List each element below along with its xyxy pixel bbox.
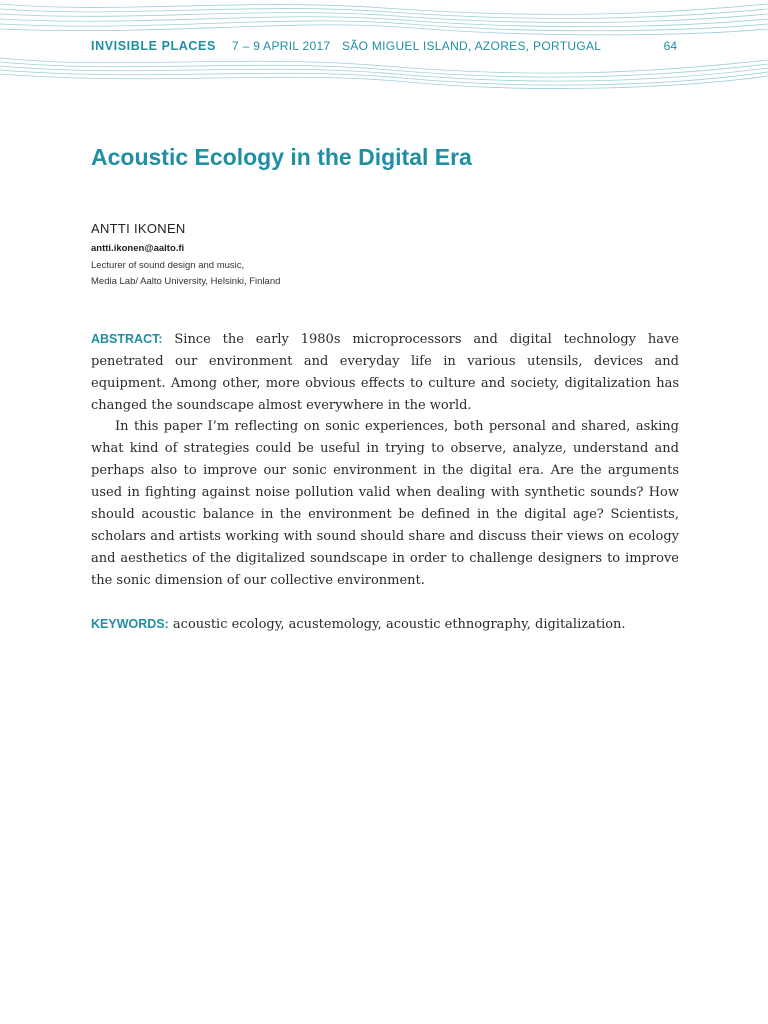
conference-brand: INVISIBLE PLACES xyxy=(91,39,216,53)
keywords-text: acoustic ecology, acustemology, acoustic ethnography, digitalization. xyxy=(172,617,626,632)
author-name: ANTTI IKONEN xyxy=(91,221,186,236)
paper-title: Acoustic Ecology in the Digital Era xyxy=(91,144,472,170)
author-affiliation-line1: Lecturer of sound design and music, xyxy=(91,260,245,271)
running-header xyxy=(91,39,677,55)
conference-dates: 7 – 9 APRIL 2017 xyxy=(232,39,331,53)
page-number: 64 xyxy=(663,39,677,53)
author-affiliation-line2: Media Lab/ Aalto University, Helsinki, Finland xyxy=(91,276,281,287)
author-email[interactable]: antti.ikonen@aalto.fi xyxy=(91,243,185,254)
conference-location: SÃO MIGUEL ISLAND, AZORES, PORTUGAL xyxy=(342,39,602,53)
keywords-line xyxy=(91,613,679,636)
abstract-text-1: Since the early 1980s microprocessors and digital technology have penetrated our environment and everyday life in various utensils, devices and equipment. Among other, more obvious effects to culture and society, digitalization has changed the soundscape almost everywhere in the world. xyxy=(91,332,679,413)
keywords-label: KEYWORDS: xyxy=(91,617,169,631)
abstract-label: ABSTRACT: xyxy=(91,332,163,346)
abstract-paragraph-2: In this paper I’m reflecting on sonic experiences, both personal and shared, asking what kind of strategies could be useful in trying to observe, analyze, understand and perhaps also to improve our sonic environment in the digital era. Are the arguments used in fighting against noise pollution valid when dealing with synthetic sounds? How should acoustic balance in the environment be defined in the digital age? Scientists, scholars and artists working with sound should share and discuss their views on ecology and aesthetics of the digitalized soundscape in order to challenge designers to improve the sonic dimension of our collective environment. xyxy=(91,419,679,588)
abstract-paragraph-1 xyxy=(91,328,679,417)
